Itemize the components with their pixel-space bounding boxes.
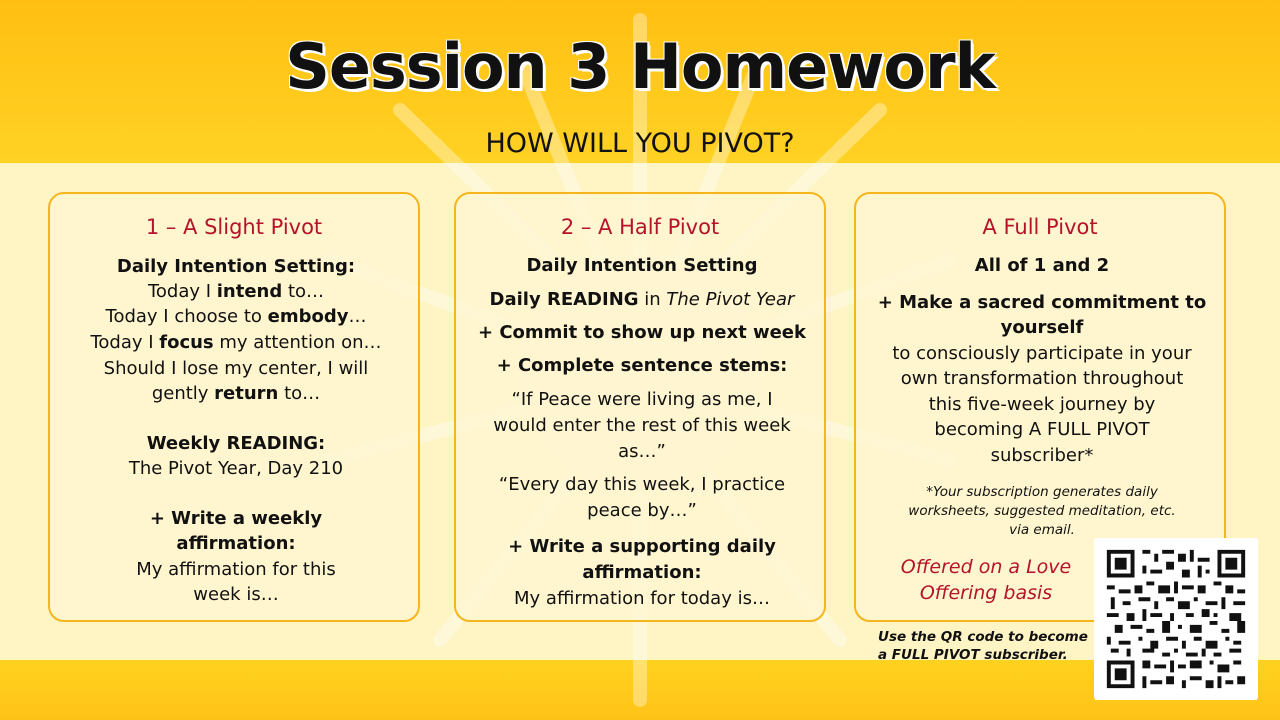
qr-code[interactable] — [1094, 538, 1258, 700]
reading-heading: Weekly READING: — [146, 433, 326, 454]
intention-heading: Daily Intention Setting — [526, 255, 758, 276]
reading-line: Daily READING in The Pivot Year — [489, 289, 795, 310]
slight-pivot-card — [48, 192, 420, 622]
reading-text: The Pivot Year, Day 210 — [128, 458, 344, 479]
commit-body: subscriber* — [990, 445, 1094, 466]
affirmation-heading: + Write a weekly — [149, 508, 323, 529]
intention-line: Should I lose my center, I will — [103, 358, 369, 379]
love-offering-text: Offering basis — [919, 582, 1053, 604]
affirmation-heading: affirmation: — [582, 562, 702, 583]
card-title: 1 – A Slight Pivot — [145, 215, 323, 239]
love-offering-text: Offered on a Love — [900, 556, 1072, 578]
stems-heading: + Complete sentence stems: — [496, 355, 788, 376]
intention-line: Today I choose to embody… — [105, 306, 367, 327]
page-subtitle: HOW WILL YOU PIVOT? — [485, 128, 795, 159]
stem-line: as…” — [618, 441, 666, 462]
stem-line: “Every day this week, I practice — [498, 474, 786, 495]
affirmation-text: week is… — [193, 584, 279, 605]
commit-heading: + Make a sacred commitment to — [877, 292, 1207, 313]
intention-line: Today I focus my attention on… — [90, 332, 382, 353]
all-heading: All of 1 and 2 — [974, 255, 1110, 276]
subscription-note: *Your subscription generates daily — [926, 484, 1158, 500]
intention-line: Today I intend to… — [147, 281, 325, 302]
card-title: 2 – A Half Pivot — [560, 215, 720, 239]
subscription-note: via email. — [1009, 522, 1075, 538]
commit-body: this five-week journey by — [928, 394, 1156, 415]
affirmation-heading: + Write a supporting daily — [508, 536, 776, 557]
affirmation-heading: affirmation: — [176, 533, 296, 554]
half-pivot-card — [454, 192, 826, 622]
intention-heading: Daily Intention Setting: — [116, 256, 356, 277]
subscription-note: worksheets, suggested meditation, etc. — [908, 503, 1176, 519]
page-title: Session 3 Homework — [285, 30, 995, 103]
stem-line: peace by…” — [587, 500, 697, 521]
commit-line: + Commit to show up next week — [478, 322, 806, 343]
affirmation-text: My affirmation for today is… — [514, 588, 770, 609]
commit-heading: yourself — [1000, 317, 1084, 338]
stem-line: would enter the rest of this week — [493, 415, 791, 436]
card-title: A Full Pivot — [982, 215, 1098, 239]
commit-body: to consciously participate in your — [892, 343, 1192, 364]
qr-caption: Use the QR code to become a FULL PIVOT subscriber. — [878, 629, 1088, 663]
intention-line: gently return to… — [151, 383, 321, 404]
commit-body: own transformation throughout — [900, 368, 1184, 389]
affirmation-text: My affirmation for this — [136, 559, 336, 580]
qr-code-icon — [1094, 538, 1258, 700]
stem-line: “If Peace were living as me, I — [511, 389, 773, 410]
commit-body: becoming A FULL PIVOT — [934, 419, 1150, 440]
